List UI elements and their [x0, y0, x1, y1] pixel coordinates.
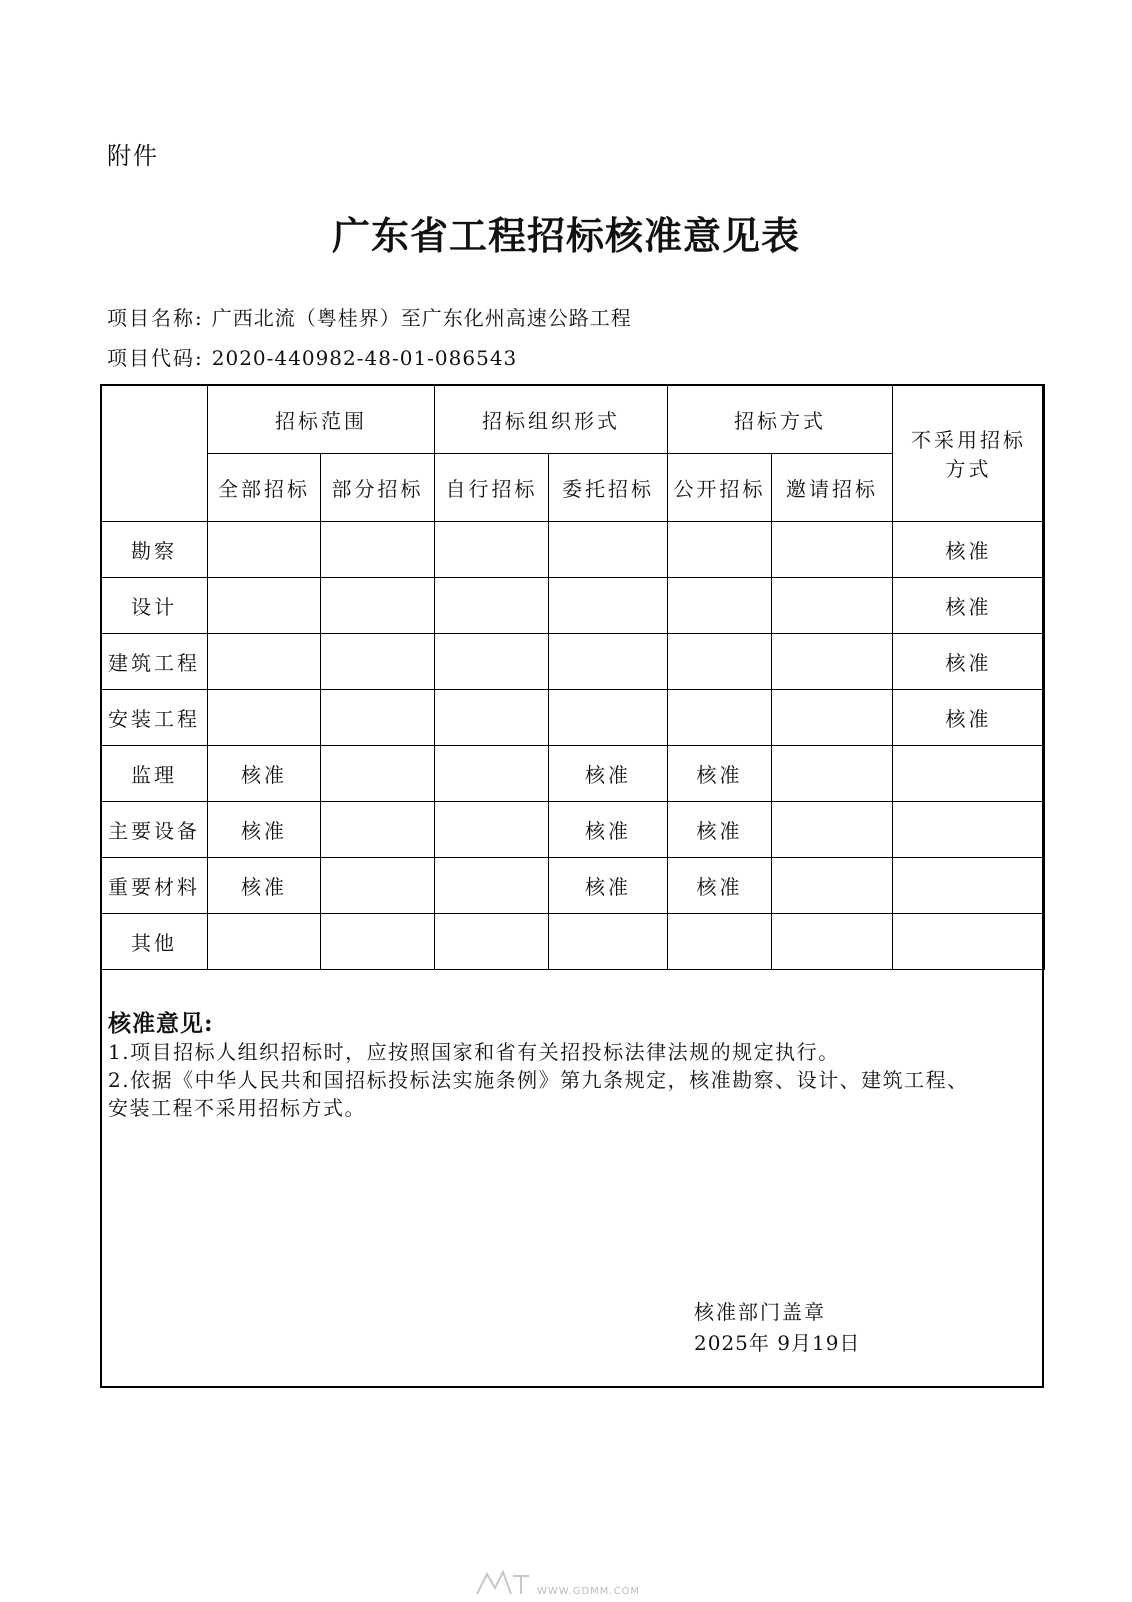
subheader-full: 全部招标	[208, 454, 321, 522]
table-cell	[435, 522, 549, 578]
header-no-tender: 不采用招标方式	[893, 385, 1045, 522]
table-cell	[321, 578, 435, 634]
table-cell	[772, 578, 893, 634]
table-cell	[549, 578, 668, 634]
opinion-line: 1.项目招标人组织招标时，应按照国家和省有关招投标法律法规的规定执行。	[108, 1040, 840, 1064]
table-cell	[772, 690, 893, 746]
table-cell	[435, 634, 549, 690]
table-cell	[321, 522, 435, 578]
project-code-value: 2020-440982-48-01-086543	[211, 346, 518, 370]
table-cell	[208, 578, 321, 634]
table-cell	[208, 522, 321, 578]
table-cell	[321, 634, 435, 690]
subheader-invited: 邀请招标	[772, 454, 893, 522]
table-cell	[772, 914, 893, 970]
row-label: 安装工程	[101, 690, 208, 746]
group-header-method: 招标方式	[668, 385, 893, 454]
table-cell: 核准	[668, 746, 772, 802]
table-cell	[893, 914, 1045, 970]
watermark-logo-icon	[473, 1568, 533, 1598]
table-cell	[435, 690, 549, 746]
table-cell	[435, 746, 549, 802]
approval-date: 2025年 9月19日	[694, 1331, 861, 1355]
document-title: 广东省工程招标核准意见表	[331, 213, 800, 258]
project-name-value: 广西北流（粤桂界）至广东化州高速公路工程	[211, 306, 632, 330]
table-cell	[772, 746, 893, 802]
stamp-label: 核准部门盖章	[694, 1300, 826, 1324]
table-cell	[893, 802, 1045, 858]
table-row	[101, 578, 1045, 634]
approval-table	[100, 384, 1045, 970]
table-row	[101, 690, 1045, 746]
group-header-scope: 招标范围	[208, 385, 435, 454]
table-cell	[772, 522, 893, 578]
table-cell	[893, 746, 1045, 802]
table-row	[101, 858, 1045, 914]
row-label: 主要设备	[101, 802, 208, 858]
table-cell	[208, 634, 321, 690]
table-cell	[549, 522, 668, 578]
table-cell	[549, 914, 668, 970]
table-row	[101, 522, 1045, 578]
subheader-partial: 部分招标	[321, 454, 435, 522]
row-label: 建筑工程	[101, 634, 208, 690]
table-cell: 核准	[668, 858, 772, 914]
corner-cell	[101, 385, 208, 522]
group-header-organization: 招标组织形式	[435, 385, 668, 454]
table-cell: 核准	[893, 690, 1045, 746]
table-cell: 核准	[893, 522, 1045, 578]
row-label: 设计	[101, 578, 208, 634]
project-code-label: 项目代码:	[107, 346, 204, 370]
table-cell	[208, 690, 321, 746]
row-label: 重要材料	[101, 858, 208, 914]
table-cell	[208, 914, 321, 970]
opinion-section	[108, 1005, 1033, 1122]
table-cell	[435, 914, 549, 970]
row-label: 其他	[101, 914, 208, 970]
table-cell	[668, 690, 772, 746]
project-name-label: 项目名称:	[107, 306, 204, 330]
project-code-row	[107, 342, 517, 371]
table-cell	[668, 634, 772, 690]
watermark-text: WWW.GDMM.COM	[537, 1586, 641, 1597]
table-row	[101, 746, 1045, 802]
table-cell: 核准	[208, 746, 321, 802]
watermark	[473, 1568, 673, 1598]
table-row	[101, 634, 1045, 690]
table-cell	[321, 858, 435, 914]
table-cell	[893, 858, 1045, 914]
project-name-row	[107, 302, 632, 331]
table-cell	[772, 858, 893, 914]
table-cell: 核准	[208, 802, 321, 858]
subheader-entrusted: 委托招标	[549, 454, 668, 522]
table-cell	[772, 634, 893, 690]
table-cell	[668, 914, 772, 970]
table-cell	[549, 690, 668, 746]
table-cell	[668, 578, 772, 634]
opinion-line: 2.依据《中华人民共和国招标投标法实施条例》第九条规定，核准勘察、设计、建筑工程、	[108, 1068, 969, 1092]
table-cell: 核准	[893, 634, 1045, 690]
table-cell: 核准	[208, 858, 321, 914]
row-label: 监理	[101, 746, 208, 802]
table-row	[101, 802, 1045, 858]
table-cell: 核准	[549, 858, 668, 914]
table-row	[101, 914, 1045, 970]
table-cell	[435, 578, 549, 634]
opinion-heading: 核准意见:	[108, 1010, 214, 1037]
table-cell: 核准	[893, 578, 1045, 634]
table-cell	[668, 522, 772, 578]
opinion-line: 安装工程不采用招标方式。	[108, 1096, 366, 1120]
row-label: 勘察	[101, 522, 208, 578]
subheader-open: 公开招标	[668, 454, 772, 522]
table-cell: 核准	[549, 802, 668, 858]
table-cell	[321, 802, 435, 858]
attachment-label: 附件	[107, 142, 159, 170]
table-cell	[321, 690, 435, 746]
table-cell	[435, 802, 549, 858]
table-cell	[435, 858, 549, 914]
table-cell	[772, 802, 893, 858]
table-cell: 核准	[668, 802, 772, 858]
table-cell	[549, 634, 668, 690]
table-cell	[321, 914, 435, 970]
subheader-self: 自行招标	[435, 454, 549, 522]
table-cell	[321, 746, 435, 802]
table-cell: 核准	[549, 746, 668, 802]
